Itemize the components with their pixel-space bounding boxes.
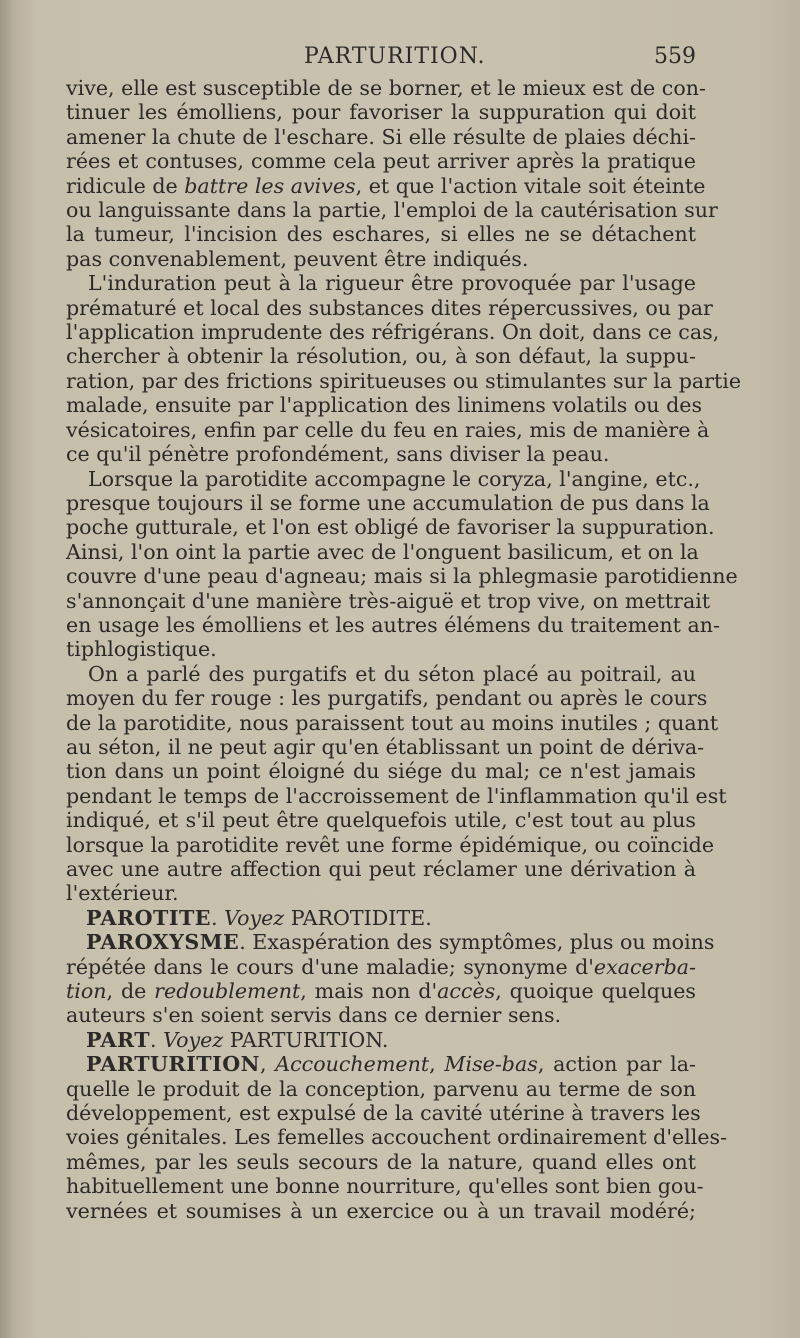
- text-line: amener la chute de l'eschare. Si elle résulte de plaies déchi-: [66, 124, 696, 149]
- entry-paroxysme: PAROXYSME. Exaspération des symptômes, plus ou moins: [86, 930, 715, 955]
- paragraph-start: Lorsque la parotidite accompagne le coryza, l'angine, etc.,: [88, 466, 701, 491]
- entry-headword: PAROTITE: [86, 905, 211, 930]
- italic-phrase: battre les avives: [184, 173, 356, 198]
- text-line: au séton, il ne peut agir qu'en établissant un point de dériva-: [66, 734, 705, 759]
- text-line: ridicule de battre les avives, et que l'action vitale soit éteinte: [66, 173, 706, 198]
- text-line: avec une autre affection qui peut réclamer une dérivation à: [66, 857, 696, 881]
- text-line: chercher à obtenir la résolution, ou, à son défaut, la suppu-: [66, 344, 696, 369]
- text-line: tiphlogistique.: [66, 637, 217, 662]
- page-number: 559: [654, 44, 696, 69]
- running-title: PARTURITION.: [304, 44, 486, 69]
- text-line: poche gutturale, et l'on est obligé de favoriser la suppuration.: [66, 515, 715, 540]
- text-line: ou languissante dans la partie, l'emploi de la cautérisation sur: [66, 198, 718, 223]
- text-line: malade, ensuite par l'application des linimens volatils ou des: [66, 393, 703, 418]
- text-line: Ainsi, l'on oint la partie avec de l'onguent basilicum, et on la: [66, 539, 699, 564]
- text-line: s'annonçait d'une manière très-aiguë et trop vive, on mettrait: [66, 588, 711, 613]
- text-line: développement, est expulsé de la cavité utérine à travers les: [66, 1101, 701, 1126]
- paragraph-start: L'induration peut à la rigueur être provoquée par l'usage: [88, 271, 696, 296]
- text-line: tinuer les émolliens, pour favoriser la suppuration qui doit: [66, 100, 696, 125]
- page-header: [66, 40, 696, 74]
- text-line: couvre d'une peau d'agneau; mais si la phlegmasie parotidienne: [66, 564, 738, 589]
- text-line: pas convenablement, peuvent être indiqués.: [66, 246, 529, 271]
- text-line: l'application imprudente des réfrigérans. On doit, dans ce cas,: [66, 320, 720, 345]
- entry-headword: PARTURITION: [86, 1052, 260, 1077]
- text-line: presque toujours il se forme une accumulation de pus dans la: [66, 490, 710, 515]
- entry-parturition: PARTURITION, Accouchement, Mise-bas, action par la-: [86, 1052, 697, 1077]
- text-line: lorsque la parotidite revêt une forme épidémique, ou coïncide: [66, 832, 715, 857]
- text-line: de la parotidite, nous paraissent tout au moins inutiles ; quant: [66, 710, 719, 735]
- text-line: prématuré et local des substances dites répercussives, ou par: [66, 295, 713, 320]
- entry-parotite: PAROTITE. Voyez PAROTIDITE.: [86, 905, 432, 930]
- text-line: auteurs s'en soient servis dans ce dernier sens.: [66, 1003, 562, 1028]
- text-line: voies génitales. Les femelles accouchent ordinairement d'elles-: [66, 1125, 728, 1150]
- text-line: rées et contuses, comme cela peut arriver après la pratique: [66, 149, 696, 174]
- text-line: répétée dans le cours d'une maladie; synonyme d'exacerba-: [66, 954, 696, 979]
- text-line: en usage les émolliens et les autres élémens du traitement an-: [66, 612, 721, 637]
- entry-headword: PAROXYSME: [86, 930, 240, 955]
- paragraph-start: On a parlé des purgatifs et du séton placé au poitrail, au: [88, 661, 696, 686]
- text-line: vernées et soumises à un exercice ou à un travail modéré;: [66, 1198, 696, 1223]
- text-line: habituellement une bonne nourriture, qu'elles sont bien gou-: [66, 1174, 704, 1199]
- text-line: indiqué, et s'il peut être quelquefois utile, c'est tout au plus: [66, 808, 696, 833]
- text-line: ration, par des frictions spiritueuses ou stimulantes sur la partie: [66, 368, 742, 393]
- text-line: tion dans un point éloigné du siége du mal; ce n'est jamais: [66, 759, 696, 784]
- text-line: la tumeur, l'incision des eschares, si elles ne se détachent: [66, 222, 696, 247]
- entry-part: PART. Voyez PARTURITION.: [86, 1027, 389, 1052]
- text-line: moyen du fer rouge : les purgatifs, pendant ou après le cours: [66, 686, 708, 711]
- entry-headword: PART: [86, 1027, 151, 1052]
- text-line: quelle le produit de la conception, parvenu au terme de son: [66, 1076, 696, 1101]
- text-line: ce qu'il pénètre profondément, sans diviser la peau.: [66, 442, 610, 467]
- text-line: pendant le temps de l'accroissement de l'inflammation qu'il est: [66, 783, 727, 808]
- text-line: vive, elle est susceptible de se borner, et le mieux est de con-: [66, 76, 706, 100]
- text-line: mêmes, par les seuls secours de la nature, quand elles ont: [66, 1149, 696, 1174]
- text-line: tion, de redoublement, mais non d'accès, quoique quelques: [66, 979, 696, 1004]
- body-text: [66, 76, 742, 1223]
- text-line: vésicatoires, enfin par celle du feu en raies, mis de manière à: [66, 417, 710, 442]
- text-line: l'extérieur.: [66, 881, 179, 906]
